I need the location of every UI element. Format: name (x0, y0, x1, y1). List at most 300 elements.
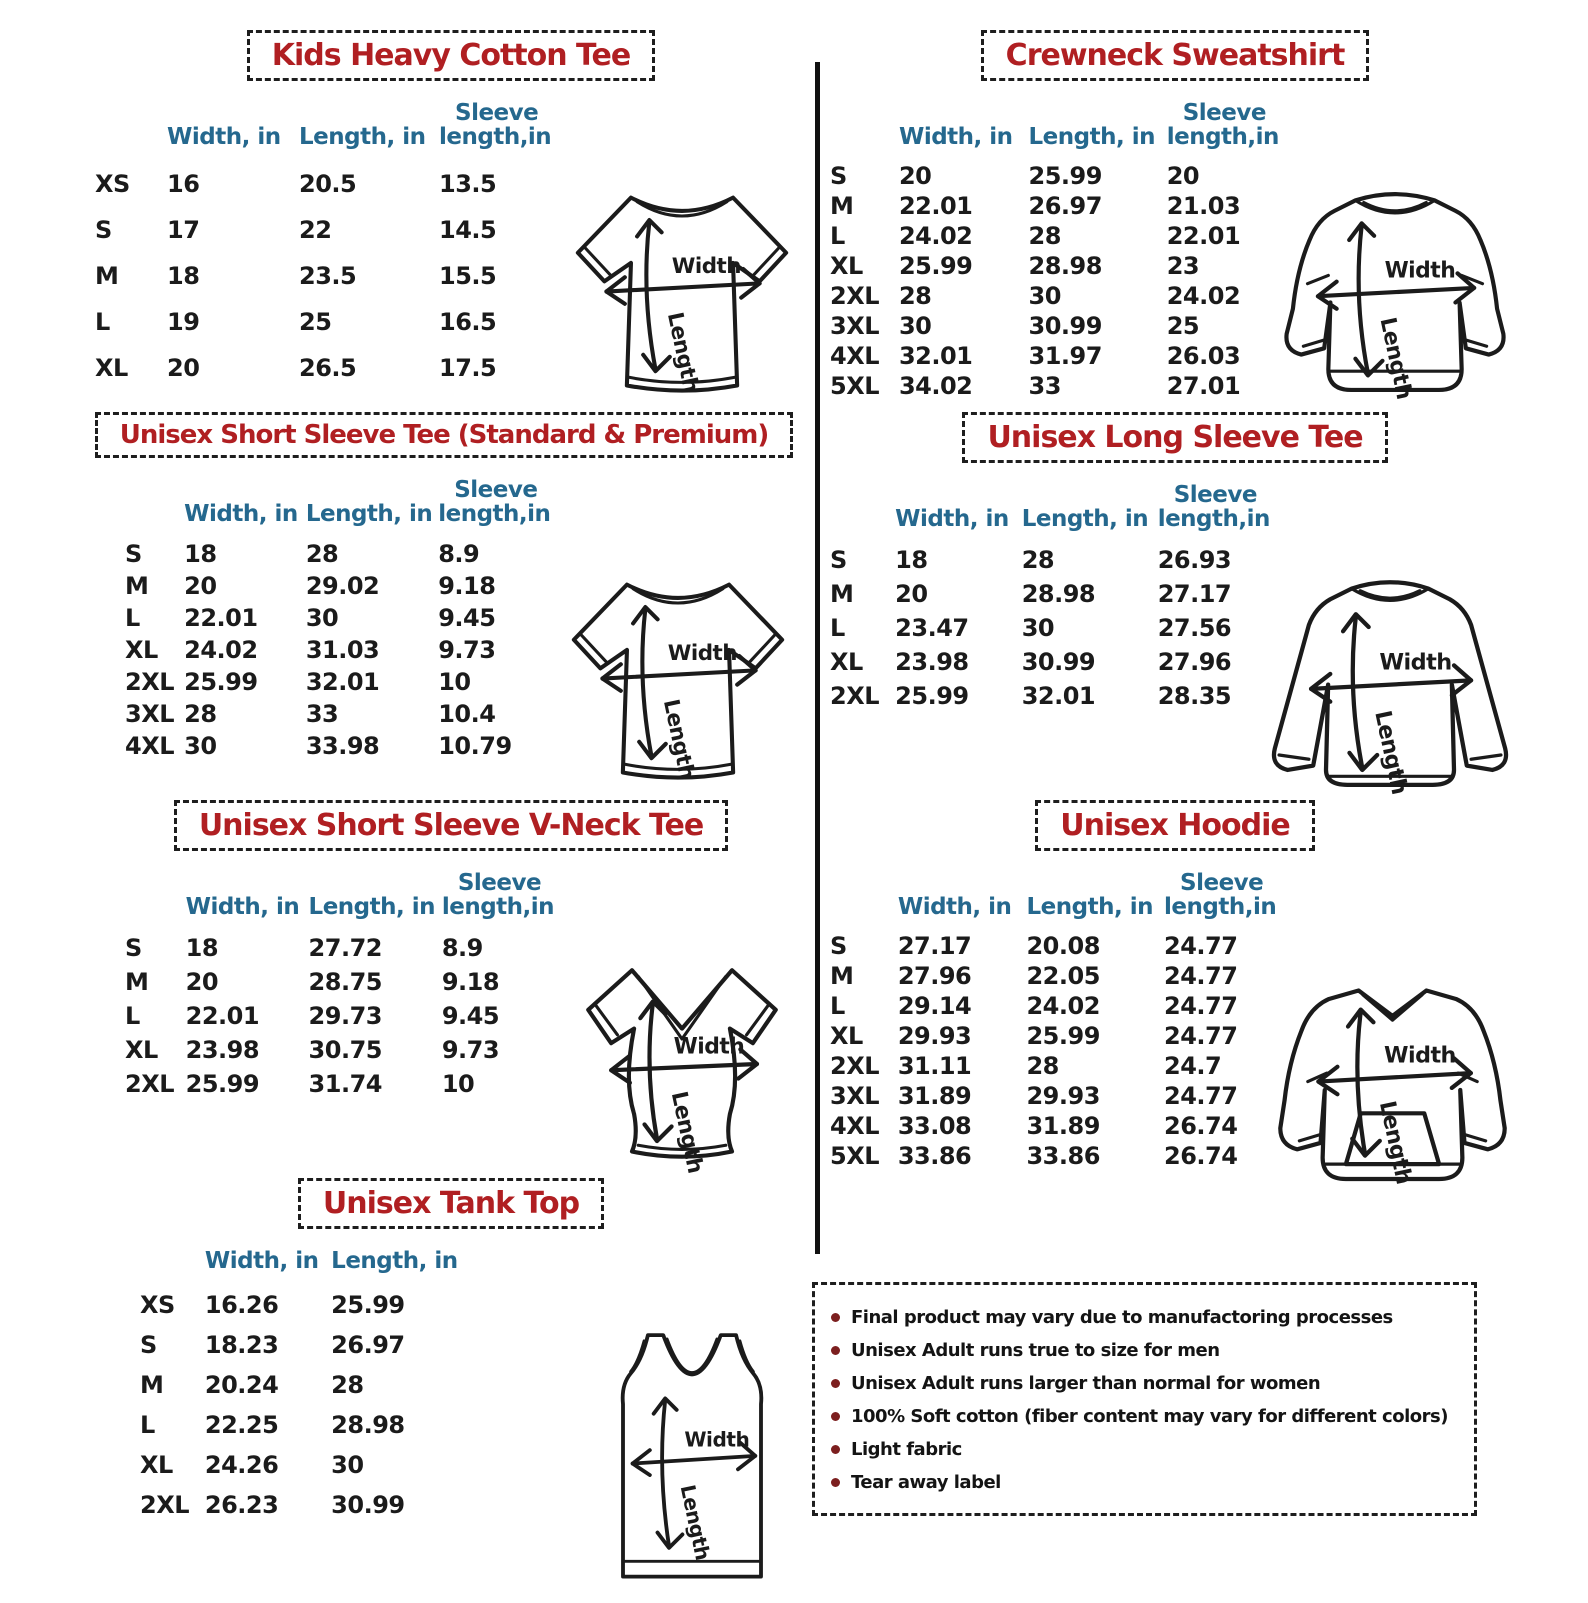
size-table (830, 85, 1284, 401)
size-row (830, 931, 1281, 961)
col-header-size-spacer (830, 85, 899, 161)
measurement-value: 32.01 (898, 342, 973, 371)
col-header-width: Width, in (895, 506, 1009, 533)
measurement-value: 30 (1021, 614, 1055, 643)
measurement-value: 30.75 (308, 1036, 382, 1065)
measurement-value: 28.98 (1021, 580, 1096, 609)
measurement-value: 9.18 (438, 572, 496, 601)
col-header-length: Length, in (299, 124, 426, 151)
measurement-value: 22.01 (185, 1002, 260, 1031)
col-header-length: Length, in (305, 501, 433, 528)
size-label: S (830, 932, 847, 961)
col-header-width: Width, in (167, 124, 281, 151)
measurement-value: 22 (299, 216, 332, 245)
section-title-box (298, 1178, 604, 1229)
measurement-value: 28 (331, 1371, 364, 1400)
measurement-value: 29.93 (1026, 1082, 1100, 1111)
measurement-value: 22.01 (898, 192, 973, 221)
measurement-value: 24.77 (1164, 962, 1238, 991)
notes-section (812, 1282, 1477, 1516)
length-label: Length (675, 1482, 715, 1563)
measurement-value: 18 (167, 262, 200, 291)
size-label: XL (125, 1036, 158, 1065)
measurement-value: 15.5 (439, 262, 497, 291)
measurement-value: 28 (184, 700, 217, 729)
size-row (125, 730, 553, 762)
size-label: L (830, 614, 845, 643)
col-header-length: Length, in (1028, 124, 1155, 151)
measurement-value: 28 (305, 540, 339, 569)
length-label: Length (657, 697, 700, 782)
width-label: Width (671, 254, 742, 280)
measurement-value: 30 (898, 312, 932, 341)
measurement-value: 25.99 (895, 682, 969, 711)
size-row (830, 341, 1284, 371)
measurement-value: 16.5 (439, 308, 497, 337)
size-row (125, 965, 557, 999)
measurement-value: 10 (441, 1070, 475, 1099)
measurement-value: 30 (305, 604, 339, 633)
col-header-sleeve: Sleeve length,in (441, 870, 555, 921)
measurement-value: 22.25 (204, 1411, 279, 1440)
measurement-value: 20 (167, 354, 200, 383)
measurement-value: 25.99 (185, 1070, 260, 1099)
measurement-value: 18 (185, 934, 219, 963)
col-header-size-spacer (125, 855, 186, 931)
header-row (140, 1233, 467, 1285)
measurement-value: 27.96 (1157, 648, 1232, 677)
measurement-value: 33.08 (897, 1112, 972, 1141)
size-label: XL (830, 252, 863, 281)
measurement-value: 31.74 (308, 1070, 382, 1099)
measurement-value: 26.97 (1028, 192, 1102, 221)
measurement-value: 27.56 (1157, 614, 1232, 643)
size-label: S (125, 540, 142, 569)
measurement-value: 28 (1028, 222, 1061, 251)
measurement-value: 24.02 (898, 222, 973, 251)
col-header-length: Length, in (331, 1248, 458, 1274)
size-row (140, 1285, 467, 1325)
size-label: S (95, 216, 112, 245)
length-label: Length (665, 1089, 708, 1176)
measurement-value: 14.5 (439, 216, 497, 245)
tee-illustration (553, 554, 803, 799)
length-label: Length (661, 310, 704, 395)
col-header-length: Length, in (1026, 894, 1153, 921)
note-text: Tear away label (851, 1472, 1001, 1493)
size-row (95, 161, 557, 207)
header-row (830, 467, 1274, 543)
measurement-value: 27.96 (897, 962, 972, 991)
section-title: Unisex Hoodie (1060, 808, 1290, 843)
size-label: XL (830, 648, 863, 677)
measurement-value: 20 (1166, 162, 1200, 191)
header-row (830, 85, 1284, 161)
measurement-value: 20.24 (204, 1371, 279, 1400)
measurement-value: 28 (1021, 546, 1055, 575)
section-title-box (174, 800, 728, 851)
measurement-value: 23.98 (895, 648, 969, 677)
size-row (830, 1081, 1281, 1111)
measurement-value: 31.89 (897, 1082, 972, 1111)
measurement-value: 31.03 (305, 636, 380, 665)
size-row (125, 1067, 557, 1101)
size-label: S (830, 546, 847, 575)
size-row (140, 1485, 467, 1525)
size-label: 4XL (830, 1112, 879, 1141)
size-row (830, 281, 1284, 311)
size-label: XS (140, 1291, 175, 1320)
size-label: XL (140, 1451, 173, 1480)
measurement-value: 26.03 (1166, 342, 1241, 371)
measurement-value: 23.5 (299, 262, 357, 291)
size-row (830, 1141, 1281, 1171)
size-row (830, 311, 1284, 341)
size-table (830, 467, 1274, 713)
measurement-value: 25 (299, 308, 332, 337)
measurement-value: 28.35 (1157, 682, 1232, 711)
measurement-value: 22.05 (1026, 962, 1100, 991)
measurement-value: 22.01 (1166, 222, 1241, 251)
measurement-value: 17.5 (439, 354, 497, 383)
measurement-value: 30 (184, 732, 217, 761)
size-table (125, 855, 557, 1101)
measurement-value: 30.99 (331, 1491, 405, 1520)
measurement-value: 28.98 (331, 1411, 405, 1440)
section-kids-heavy-cotton-tee (95, 30, 807, 412)
size-label: 3XL (830, 1082, 879, 1111)
bullet-icon (831, 1445, 840, 1454)
size-row (125, 666, 553, 698)
measurement-value: 28 (898, 282, 932, 311)
header-row (830, 855, 1281, 931)
measurement-value: 19 (167, 308, 200, 337)
note-item (831, 1466, 1460, 1499)
section-title: Unisex Short Sleeve Tee (Standard & Premium) (119, 420, 769, 450)
measurement-value: 18 (184, 540, 217, 569)
measurement-value: 31.97 (1028, 342, 1102, 371)
size-label: 4XL (830, 342, 879, 371)
note-text: Light fabric (851, 1439, 962, 1460)
size-row (140, 1365, 467, 1405)
notes-list (831, 1301, 1460, 1499)
col-header-length: Length, in (308, 894, 436, 921)
size-row (830, 645, 1274, 679)
size-row (830, 679, 1274, 713)
col-header-width: Width, in (185, 894, 300, 921)
size-row (140, 1405, 467, 1445)
measurement-value: 8.9 (438, 540, 480, 569)
measurement-value: 33 (1028, 372, 1061, 401)
section-unisex-short-sleeve-tee (85, 412, 803, 799)
size-row (125, 634, 553, 666)
size-row (830, 991, 1281, 1021)
measurement-value: 24.7 (1164, 1052, 1222, 1081)
measurement-value: 26.23 (204, 1491, 279, 1520)
section-title: Kids Heavy Cotton Tee (271, 38, 631, 73)
size-label: M (830, 192, 854, 221)
size-row (830, 221, 1284, 251)
measurement-value: 27.01 (1166, 372, 1241, 401)
col-header-length: Length, in (1021, 506, 1149, 533)
size-label: 3XL (830, 312, 879, 341)
tank-top-illustration (577, 1303, 807, 1603)
measurement-value: 26.74 (1164, 1142, 1238, 1171)
width-label: Width (667, 641, 738, 667)
size-label: L (125, 604, 140, 633)
measurement-value: 22.01 (184, 604, 258, 633)
section-title-box (95, 412, 793, 458)
size-row (830, 611, 1274, 645)
size-row (830, 543, 1274, 577)
measurement-value: 24.02 (1026, 992, 1100, 1021)
measurement-value: 24.77 (1164, 932, 1238, 961)
size-label: M (125, 572, 149, 601)
length-label: Length (1369, 708, 1413, 797)
size-table (830, 855, 1281, 1171)
width-label: Width (1384, 258, 1456, 284)
size-table (95, 85, 557, 391)
measurement-value: 34.02 (898, 372, 973, 401)
size-label: XL (125, 636, 158, 665)
size-row (125, 698, 553, 730)
measurement-value: 10.4 (438, 700, 496, 729)
measurement-value: 28.98 (1028, 252, 1102, 281)
col-header-sleeve: Sleeve length,in (1166, 100, 1279, 151)
measurement-value: 24.26 (204, 1451, 279, 1480)
header-row (125, 855, 557, 931)
long-sleeve-illustration (1260, 563, 1520, 803)
measurement-value: 20 (184, 572, 217, 601)
note-text: 100% Soft cotton (fiber content may vary for different colors) (851, 1406, 1448, 1427)
size-row (125, 570, 553, 602)
bullet-icon (831, 1346, 840, 1355)
size-row (830, 251, 1284, 281)
size-table (140, 1233, 467, 1525)
width-label: Width (1379, 649, 1452, 676)
measurement-value: 33.86 (1026, 1142, 1100, 1171)
col-header-size-spacer (830, 467, 895, 543)
size-label: 2XL (830, 282, 879, 311)
column-divider (815, 62, 820, 1254)
note-item (831, 1334, 1460, 1367)
width-label: Width (673, 1034, 745, 1060)
sweatshirt-illustration (1270, 173, 1520, 408)
section-title: Unisex Tank Top (322, 1186, 580, 1221)
size-label: 2XL (125, 1070, 174, 1099)
measurement-value: 25.99 (1026, 1022, 1100, 1051)
col-header-width: Width, in (184, 501, 298, 528)
measurement-value: 25 (1166, 312, 1200, 341)
measurement-value: 28 (1026, 1052, 1059, 1081)
measurement-value: 10 (438, 668, 471, 697)
note-text: Final product may vary due to manufactoring processes (851, 1307, 1393, 1328)
col-header-sleeve: Sleeve length,in (1164, 870, 1277, 921)
section-unisex-hoodie (830, 800, 1520, 1198)
width-label: Width (1384, 1042, 1456, 1069)
measurement-value: 18.23 (204, 1331, 279, 1360)
col-header-width: Width, in (897, 894, 1012, 921)
size-label: 2XL (830, 1052, 879, 1081)
note-text: Unisex Adult runs larger than normal for women (851, 1373, 1321, 1394)
measurement-value: 31.11 (897, 1052, 972, 1081)
measurement-value: 20.08 (1026, 932, 1100, 961)
size-label: 5XL (830, 372, 879, 401)
measurement-value: 30 (331, 1451, 364, 1480)
size-label: L (830, 222, 845, 251)
measurement-value: 27.17 (897, 932, 972, 961)
size-table (125, 462, 553, 762)
measurement-value: 33.86 (897, 1142, 972, 1171)
note-item (831, 1400, 1460, 1433)
measurement-value: 28.75 (308, 968, 382, 997)
size-label: XL (830, 1022, 863, 1051)
size-row (830, 1111, 1281, 1141)
size-row (830, 1051, 1281, 1081)
col-header-sleeve: Sleeve length,in (439, 100, 552, 151)
measurement-value: 10.79 (438, 732, 512, 761)
measurement-value: 9.45 (438, 604, 496, 633)
measurement-value: 24.77 (1164, 992, 1238, 1021)
measurement-value: 23.47 (895, 614, 969, 643)
vneck-illustration (557, 939, 807, 1189)
measurement-value: 9.45 (441, 1002, 500, 1031)
col-header-size-spacer (125, 462, 184, 538)
measurement-value: 33 (305, 700, 339, 729)
size-label: XS (95, 170, 130, 199)
tee-illustration (557, 167, 807, 412)
measurement-value: 29.02 (305, 572, 380, 601)
measurement-value: 26.93 (1157, 546, 1232, 575)
size-label: M (830, 580, 854, 609)
bullet-icon (831, 1379, 840, 1388)
note-text: Unisex Adult runs true to size for men (851, 1340, 1220, 1361)
section-title: Unisex Short Sleeve V-Neck Tee (198, 808, 704, 843)
section-crewneck-sweatshirt (830, 30, 1520, 408)
size-label: S (125, 934, 142, 963)
length-label: Length (1373, 1098, 1417, 1187)
size-label: M (95, 262, 119, 291)
size-row (125, 931, 557, 965)
length-label: Length (1374, 315, 1417, 402)
measurement-value: 26.5 (299, 354, 357, 383)
measurement-value: 32.01 (1021, 682, 1096, 711)
size-label: M (830, 962, 854, 991)
size-label: XL (95, 354, 128, 383)
size-label: 2XL (830, 682, 879, 711)
hoodie-illustration (1265, 963, 1520, 1198)
measurement-value: 20 (898, 162, 932, 191)
measurement-value: 27.17 (1157, 580, 1232, 609)
size-row (95, 253, 557, 299)
size-row (125, 999, 557, 1033)
measurement-value: 24.02 (1166, 282, 1241, 311)
size-row (95, 345, 557, 391)
size-row (830, 961, 1281, 991)
section-title-box (1035, 800, 1314, 851)
size-row (830, 577, 1274, 611)
size-row (830, 1021, 1281, 1051)
measurement-value: 30.99 (1028, 312, 1102, 341)
header-row (125, 462, 553, 538)
size-label: M (140, 1371, 164, 1400)
notes-box (812, 1282, 1477, 1516)
measurement-value: 20 (895, 580, 928, 609)
section-unisex-vneck-tee (95, 800, 807, 1189)
header-row (95, 85, 557, 161)
size-row (830, 191, 1284, 221)
size-row (125, 538, 553, 570)
measurement-value: 24.02 (184, 636, 258, 665)
size-row (95, 299, 557, 345)
measurement-value: 32.01 (305, 668, 380, 697)
measurement-value: 23.98 (185, 1036, 260, 1065)
measurement-value: 20.5 (299, 170, 357, 199)
measurement-value: 25.99 (1028, 162, 1102, 191)
measurement-value: 25.99 (331, 1291, 405, 1320)
size-row (140, 1325, 467, 1365)
measurement-value: 31.89 (1026, 1112, 1100, 1141)
width-label: Width (684, 1427, 750, 1452)
col-header-width: Width, in (898, 124, 1013, 151)
col-header-width: Width, in (204, 1248, 319, 1274)
measurement-value: 25.99 (898, 252, 973, 281)
measurement-value: 16 (167, 170, 200, 199)
measurement-value: 20 (185, 968, 219, 997)
note-item (831, 1367, 1460, 1400)
measurement-value: 13.5 (439, 170, 497, 199)
size-label: L (140, 1411, 155, 1440)
measurement-value: 29.73 (308, 1002, 382, 1031)
col-header-sleeve: Sleeve length,in (1157, 482, 1270, 533)
section-title-box (962, 412, 1387, 463)
measurement-value: 30 (1028, 282, 1061, 311)
size-row (830, 371, 1284, 401)
measurement-value: 27.72 (308, 934, 382, 963)
size-label: 5XL (830, 1142, 879, 1171)
section-unisex-tank-top (95, 1178, 807, 1603)
bullet-icon (831, 1478, 840, 1487)
section-unisex-long-sleeve-tee (830, 412, 1520, 803)
bullet-icon (831, 1412, 840, 1421)
size-label: L (830, 992, 845, 1021)
measurement-value: 24.77 (1164, 1022, 1238, 1051)
measurement-value: 29.93 (897, 1022, 972, 1051)
measurement-value: 9.73 (438, 636, 496, 665)
size-label: L (95, 308, 110, 337)
measurement-value: 26.74 (1164, 1112, 1238, 1141)
section-title-box (981, 30, 1370, 81)
size-row (830, 161, 1284, 191)
size-label: 2XL (125, 668, 174, 697)
size-row (95, 207, 557, 253)
measurement-value: 9.73 (441, 1036, 500, 1065)
measurement-value: 26.97 (331, 1331, 405, 1360)
measurement-value: 9.18 (441, 968, 500, 997)
measurement-value: 16.26 (204, 1291, 279, 1320)
size-label: S (140, 1331, 157, 1360)
measurement-value: 25.99 (184, 668, 258, 697)
bullet-icon (831, 1313, 840, 1322)
size-label: S (830, 162, 847, 191)
section-title: Crewneck Sweatshirt (1005, 38, 1345, 73)
size-label: 4XL (125, 732, 174, 761)
measurement-value: 23 (1166, 252, 1200, 281)
measurement-value: 33.98 (305, 732, 380, 761)
size-row (140, 1445, 467, 1485)
measurement-value: 18 (895, 546, 928, 575)
section-title-box (247, 30, 655, 81)
